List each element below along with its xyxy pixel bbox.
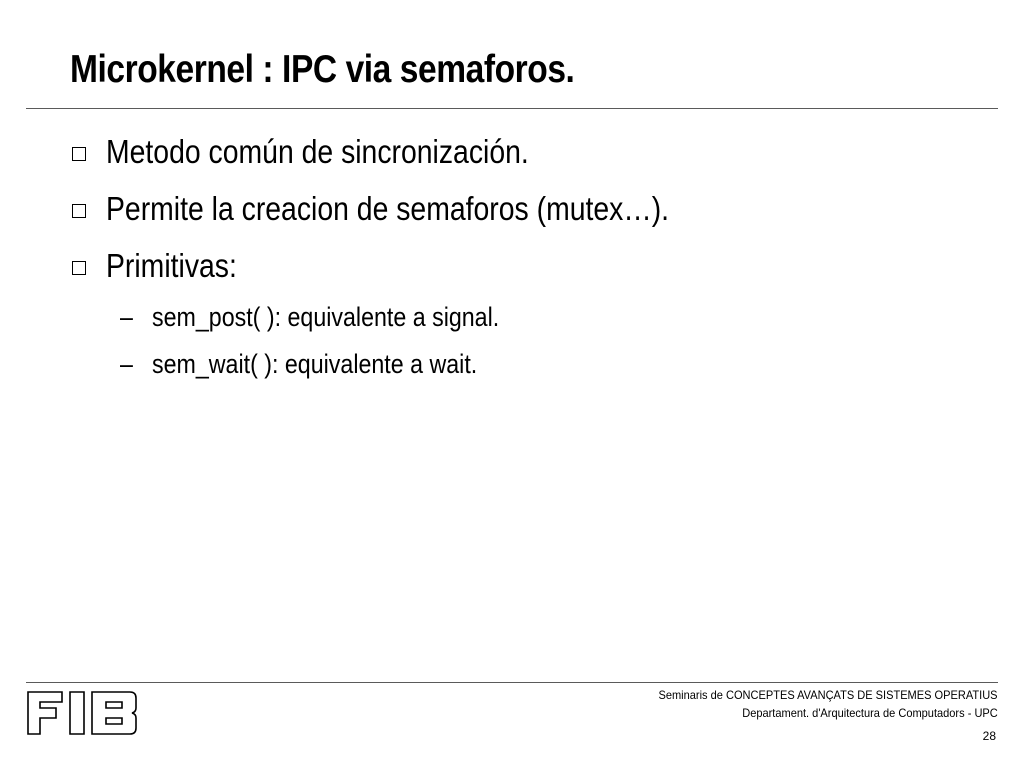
bullet-text: Permite la creacion de semaforos (mutex…). — [106, 190, 670, 227]
bullet-text: Primitivas: — [106, 247, 237, 284]
page-number: 28 — [982, 729, 996, 743]
sub-bullet-item — [120, 302, 556, 333]
bullet-item — [72, 247, 258, 285]
sub-bullet-item — [120, 349, 530, 380]
bullet-item — [72, 190, 761, 228]
footer-department: Departament. d'Arquitectura de Computadors - UPC — [742, 706, 998, 720]
square-bullet-icon — [72, 147, 86, 161]
sub-bullet-text: sem_post( ): equivalente a signal. — [152, 302, 500, 332]
square-bullet-icon — [72, 204, 86, 218]
fib-logo — [26, 690, 138, 736]
bullet-item — [72, 133, 598, 171]
sub-bullet-text: sem_wait( ): equivalente a wait. — [152, 349, 478, 379]
square-bullet-icon — [72, 261, 86, 275]
slide-title: Microkernel : IPC via semaforos. — [70, 48, 575, 91]
footer-course-name: Seminaris de CONCEPTES AVANÇATS DE SISTEMES OPERATIUS — [658, 688, 998, 702]
title-divider — [26, 108, 998, 109]
bullet-text: Metodo común de sincronización. — [106, 133, 529, 170]
dash-bullet-icon: – — [120, 302, 133, 332]
dash-bullet-icon: – — [120, 349, 133, 379]
footer-divider — [26, 682, 998, 683]
